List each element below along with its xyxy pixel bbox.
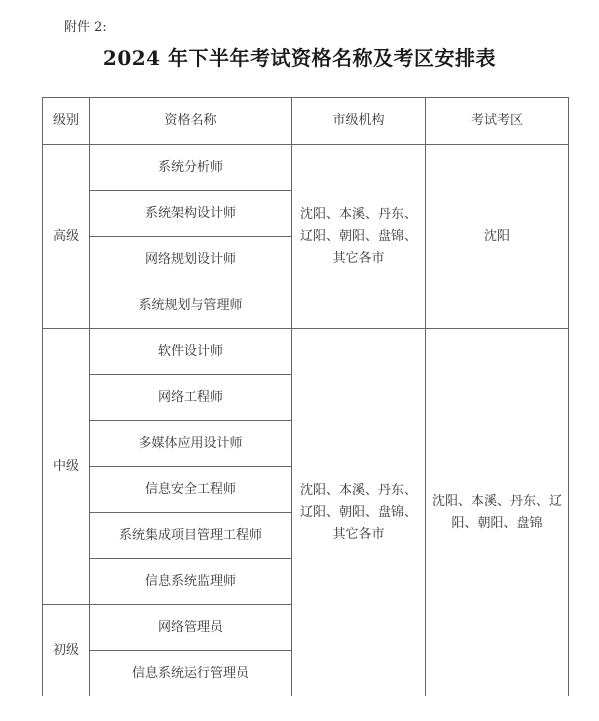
qualification-cell: 系统架构设计师 [90,191,292,237]
header-qualification: 资格名称 [90,98,292,145]
table-row [43,145,569,191]
exam-area-text: 沈阳、本溪、丹东、辽阳、朝阳、盘锦 [432,493,563,531]
page-title: 2024 年下半年考试资格名称及考区安排表 [102,46,497,70]
qualification-cell: 网络工程师 [90,375,292,421]
qualification-cell: 系统集成项目管理工程师 [90,513,292,559]
exam-area-cell [426,329,569,697]
table-row [43,329,569,375]
institution-cell [292,329,426,697]
qualification-cell: 多媒体应用设计师 [90,421,292,467]
qualification-cell: 系统分析师 [90,145,292,191]
header-exam-area: 考试考区 [426,98,569,145]
exam-area-cell [426,145,569,329]
table-header-row [43,98,569,145]
qualification-cell: 系统规划与管理师 [90,283,292,329]
header-institution: 市级机构 [292,98,426,145]
attachment-label: 附件 2: [64,20,107,35]
qualification-cell: 软件设计师 [90,329,292,375]
level-cell: 中级 [43,329,90,605]
level-cell: 高级 [43,145,90,329]
qualification-cell: 网络管理员 [90,605,292,651]
institution-text: 沈阳、本溪、丹东、辽阳、朝阳、盘锦、其它各市 [299,482,417,542]
level-cell: 初级 [43,605,90,697]
qualification-cell: 信息系统运行管理员 [90,651,292,697]
exam-area-text: 沈阳 [483,228,510,244]
qualification-cell: 信息安全工程师 [90,467,292,513]
header-level: 级别 [43,98,90,145]
qualification-cell: 网络规划设计师 [90,237,292,283]
institution-text: 沈阳、本溪、丹东、辽阳、朝阳、盘锦、其它各市 [299,206,417,266]
qualification-cell: 信息系统监理师 [90,559,292,605]
arrangement-table [42,97,569,696]
institution-cell [292,145,426,329]
